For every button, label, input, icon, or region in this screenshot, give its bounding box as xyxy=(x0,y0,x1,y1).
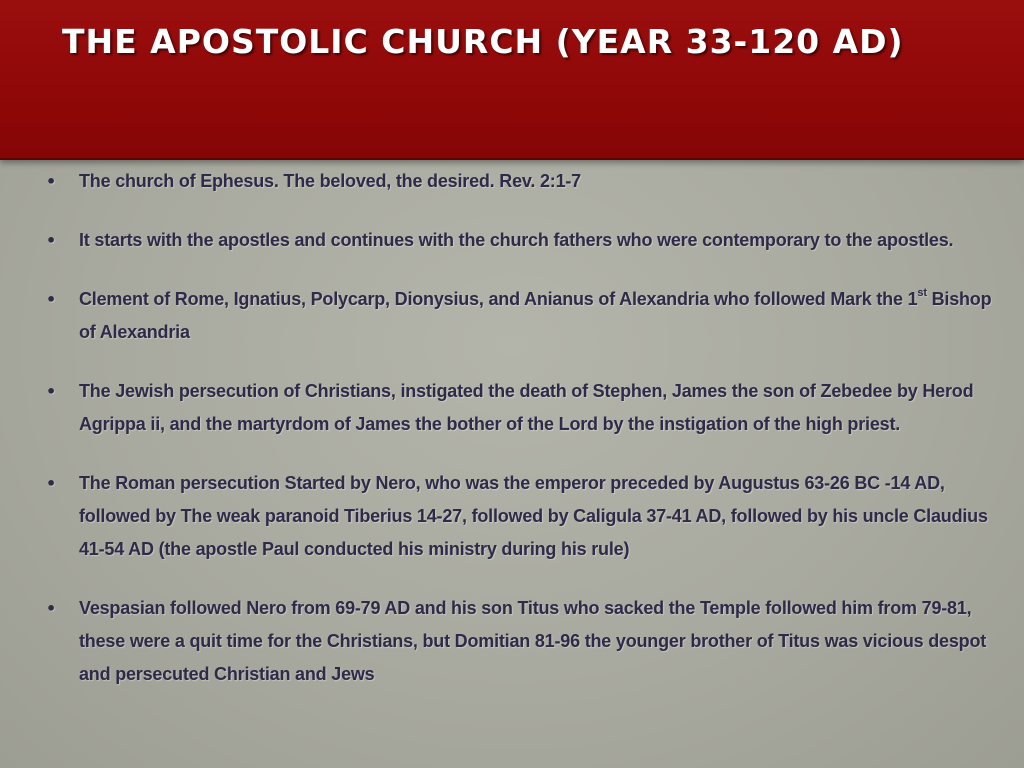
bullet-text: It starts with the apostles and continues with the church fathers who were contemporary to the apostles. xyxy=(79,230,954,250)
bullet-dot-icon: • xyxy=(46,231,57,250)
bullet-dot-icon: • xyxy=(46,599,57,618)
bullet-item-jewish-persecution xyxy=(40,375,1012,441)
bullet-text-tail: Bishop of Alexandria xyxy=(79,289,992,342)
bullet-item-apostles xyxy=(40,224,1012,257)
bullet-item-church-fathers xyxy=(40,283,1012,349)
bullet-dot-icon: • xyxy=(46,172,57,191)
bullet-text: The Roman persecution Started by Nero, who was the emperor preceded by Augustus 63-26 BC -14 AD, followed by The weak paranoid Tiberius 14-27, followed by Caligula 37-41 AD, followed by his uncle Claudius 41-54 AD (the apostle Paul conducted his ministry during his rule) xyxy=(79,473,988,559)
bullet-item-vespasian xyxy=(40,592,1012,691)
bullet-dot-icon: • xyxy=(46,474,57,493)
bullet-text: The church of Ephesus. The beloved, the desired. Rev. 2:1-7 xyxy=(79,171,581,191)
bullet-text: Vespasian followed Nero from 69-79 AD and his son Titus who sacked the Temple followed him from 79-81, these were a quit time for the Christians, but Domitian 81-96 the younger brother of Titus was vicious despot and persecuted Christian and Jews xyxy=(79,598,987,684)
bullet-item-ephesus xyxy=(40,165,1012,198)
bullet-text: The Jewish persecution of Christians, instigated the death of Stephen, James the son of Zebedee by Herod Agrippa ii, and the martyrdom of James the bother of the Lord by the instigation of the high priest. xyxy=(79,381,974,434)
bullet-superscript: st xyxy=(917,287,927,299)
bullet-dot-icon: • xyxy=(46,290,57,309)
slide-title: THE APOSTOLIC CHURCH (YEAR 33-120 AD) xyxy=(62,22,904,61)
title-banner xyxy=(0,0,1024,160)
bullet-text: Clement of Rome, Ignatius, Polycarp, Dionysius, and Anianus of Alexandria who followed Mark the 1 xyxy=(79,289,918,309)
bullet-dot-icon: • xyxy=(46,382,57,401)
bullet-item-roman-persecution xyxy=(40,467,1012,566)
bullet-list xyxy=(40,165,1012,691)
